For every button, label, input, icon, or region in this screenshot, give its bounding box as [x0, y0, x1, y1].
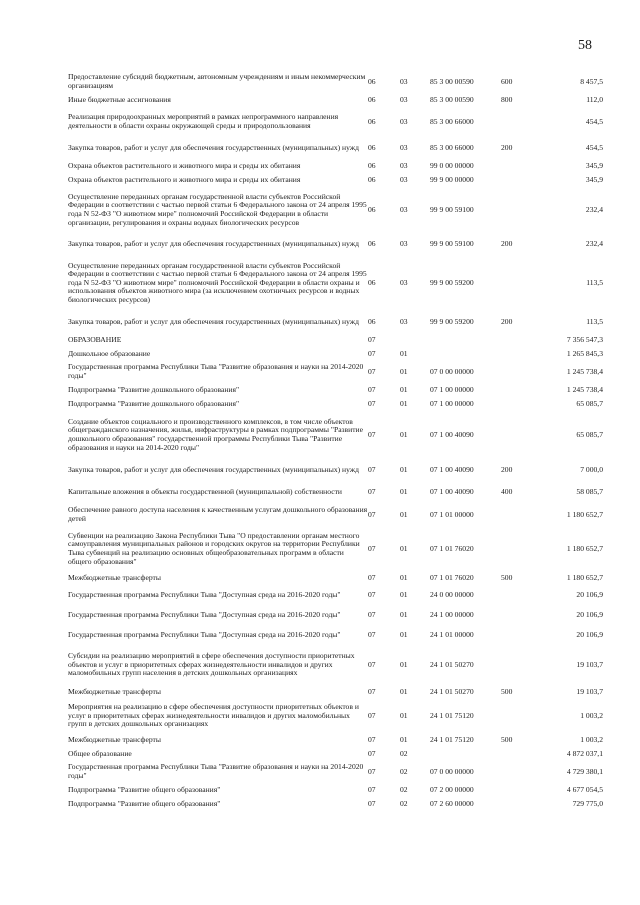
table-row [68, 138, 603, 158]
row-name: Государственная программа Республики Тыва "Развитие образования и науки на 2014-2020 годы" [68, 762, 364, 780]
table-row [68, 398, 603, 410]
row-subsection: 03 [400, 116, 408, 126]
row-target-item: 24 0 00 00000 [430, 589, 474, 599]
row-target-item: 07 0 00 00000 [430, 766, 474, 776]
row-name: Государственная программа Республики Тыва "Доступная среда на 2016-2020 годы" [68, 629, 341, 639]
row-name: Закупка товаров, работ и услуг для обеспечения государственных (муниципальных) нужд [68, 142, 359, 152]
row-name: Осуществление переданных органам государственной власти субъектов Российской Федерации в соответствии с частью первой статьи 6 Федерального закона от 24 апреля 1995 года N 52-ФЗ "О животном мире" полномочий Российской Федерации в области охраны и использования объектов животного мира (за исключением охотничьих ресурсов и водных биологических ресурсов) [68, 260, 367, 304]
row-section: 06 [368, 116, 376, 126]
row-sum: 1 180 652,7 [566, 509, 603, 519]
table-row [68, 482, 603, 502]
row-name: Закупка товаров, работ и услуг для обеспечения государственных (муниципальных) нужд [68, 464, 359, 474]
row-sum: 65 085,7 [576, 398, 603, 408]
row-sum: 20 106,9 [576, 609, 603, 619]
row-subsection: 01 [400, 659, 408, 669]
row-expense-type: 400 [501, 486, 513, 496]
row-name: Межбюджетные трансферты [68, 686, 161, 696]
table-row [68, 108, 603, 136]
row-sum: 58 085,7 [576, 486, 603, 496]
table-row [68, 784, 603, 796]
table-row [68, 256, 603, 310]
row-section: 07 [368, 486, 376, 496]
row-section: 07 [368, 464, 376, 474]
row-sum: 454,5 [585, 116, 603, 126]
page-number: 58 [578, 38, 592, 53]
row-subsection: 03 [400, 174, 408, 184]
row-name: Дошкольное образование [68, 348, 151, 358]
row-name: Охрана объектов растительного и животного мира и среды их обитания [68, 160, 301, 170]
row-sum: 20 106,9 [576, 629, 603, 639]
row-sum: 4 872 037,1 [566, 748, 603, 758]
row-sum: 20 106,9 [576, 589, 603, 599]
row-name: Межбюджетные трансферты [68, 734, 161, 744]
row-sum: 7 356 547,3 [566, 334, 603, 344]
row-sum: 345,9 [585, 174, 603, 184]
row-section: 06 [368, 238, 376, 248]
row-section: 07 [368, 686, 376, 696]
row-target-item: 99 9 00 59200 [430, 316, 474, 326]
row-section: 06 [368, 204, 376, 214]
table-row [68, 234, 603, 254]
row-sum: 232,4 [585, 204, 603, 214]
row-expense-type: 500 [501, 686, 513, 696]
row-sum: 729 775,0 [572, 798, 603, 808]
row-name: Субсидии на реализацию мероприятий в сфере обеспечения доступности приоритетных объектов и услуг в приоритетных сферах жизнедеятельности инвалидов и других маломобильных групп населения в детских дошкольных организациях [68, 651, 355, 678]
row-subsection: 02 [400, 748, 408, 758]
row-name: Субвенции на реализацию Закона Республики Тыва "О предоставлении органам местного самоуправления муниципальных районов и городских округов на территории Республики Тыва субвенций на реализацию основных общеобразовательных программ в области общего образования" [68, 530, 360, 566]
row-sum: 232,4 [585, 238, 603, 248]
row-subsection: 03 [400, 94, 408, 104]
row-sum: 19 103,7 [576, 686, 603, 696]
row-section: 06 [368, 160, 376, 170]
row-sum: 1 180 652,7 [566, 572, 603, 582]
row-name: Охрана объектов растительного и животного мира и среды их обитания [68, 174, 301, 184]
row-target-item: 07 2 60 00000 [430, 798, 474, 808]
table-row [68, 734, 603, 746]
row-target-item: 85 3 00 66000 [430, 116, 474, 126]
row-sum: 1 245 738,4 [566, 384, 603, 394]
row-target-item: 07 1 00 00000 [430, 398, 474, 408]
row-target-item: 85 3 00 00590 [430, 76, 474, 86]
table-row [68, 798, 603, 810]
row-section: 07 [368, 798, 376, 808]
table-row [68, 412, 603, 458]
row-section: 07 [368, 734, 376, 744]
table-row [68, 334, 603, 346]
row-section: 07 [368, 572, 376, 582]
row-subsection: 03 [400, 316, 408, 326]
row-sum: 8 457,5 [580, 76, 603, 86]
row-target-item: 24 1 01 50270 [430, 659, 474, 669]
row-subsection: 01 [400, 429, 408, 439]
row-subsection: 01 [400, 509, 408, 519]
table-row [68, 626, 603, 644]
row-name: Подпрограмма "Развитие дошкольного образования" [68, 398, 240, 408]
row-name: Реализация природоохранных мероприятий в рамках непрограммного направления деятельности в области охраны окружающей среды и природопользования [68, 112, 339, 130]
row-subsection: 02 [400, 784, 408, 794]
table-row [68, 528, 603, 570]
table-row [68, 686, 603, 698]
row-subsection: 01 [400, 366, 408, 376]
row-target-item: 99 9 00 59100 [430, 204, 474, 214]
table-row [68, 384, 603, 396]
row-sum: 1 265 845,3 [566, 348, 603, 358]
row-target-item: 24 1 00 00000 [430, 609, 474, 619]
row-subsection: 01 [400, 572, 408, 582]
row-target-item: 07 2 00 00000 [430, 784, 474, 794]
table-row [68, 646, 603, 684]
row-expense-type: 200 [501, 142, 513, 152]
row-name: Закупка товаров, работ и услуг для обеспечения государственных (муниципальных) нужд [68, 238, 359, 248]
row-section: 06 [368, 142, 376, 152]
row-section: 06 [368, 277, 376, 287]
row-subsection: 01 [400, 734, 408, 744]
row-name: Государственная программа Республики Тыва "Доступная среда на 2016-2020 годы" [68, 589, 341, 599]
table-row [68, 174, 603, 186]
row-section: 07 [368, 609, 376, 619]
row-section: 06 [368, 316, 376, 326]
row-sum: 1 245 738,4 [566, 366, 603, 376]
row-subsection: 01 [400, 398, 408, 408]
table-row [68, 160, 603, 172]
row-target-item: 99 9 00 00000 [430, 174, 474, 184]
row-subsection: 01 [400, 609, 408, 619]
row-sum: 1 180 652,7 [566, 543, 603, 553]
row-subsection: 03 [400, 238, 408, 248]
row-name: Подпрограмма "Развитие общего образования" [68, 798, 221, 808]
budget-table [68, 72, 603, 812]
row-target-item: 07 1 01 00000 [430, 509, 474, 519]
row-section: 07 [368, 429, 376, 439]
row-expense-type: 500 [501, 734, 513, 744]
row-subsection: 03 [400, 142, 408, 152]
row-subsection: 01 [400, 686, 408, 696]
row-sum: 113,5 [586, 277, 603, 287]
row-section: 07 [368, 509, 376, 519]
row-subsection: 01 [400, 710, 408, 720]
row-subsection: 01 [400, 589, 408, 599]
row-expense-type: 200 [501, 316, 513, 326]
row-name: Закупка товаров, работ и услуг для обеспечения государственных (муниципальных) нужд [68, 316, 359, 326]
row-sum: 4 729 380,1 [566, 766, 603, 776]
row-subsection: 01 [400, 629, 408, 639]
row-target-item: 24 1 01 75120 [430, 734, 474, 744]
row-subsection: 01 [400, 486, 408, 496]
row-expense-type: 800 [501, 94, 513, 104]
row-expense-type: 600 [501, 76, 513, 86]
row-name: Подпрограмма "Развитие дошкольного образования" [68, 384, 240, 394]
row-target-item: 07 1 00 40090 [430, 486, 474, 496]
row-section: 07 [368, 348, 376, 358]
table-row [68, 312, 603, 332]
row-target-item: 07 1 00 40090 [430, 464, 474, 474]
row-expense-type: 200 [501, 238, 513, 248]
table-row [68, 362, 603, 382]
row-subsection: 02 [400, 798, 408, 808]
row-section: 07 [368, 543, 376, 553]
row-name: Государственная программа Республики Тыва "Доступная среда на 2016-2020 годы" [68, 609, 341, 619]
row-section: 07 [368, 748, 376, 758]
row-section: 07 [368, 366, 376, 376]
row-expense-type: 500 [501, 572, 513, 582]
row-section: 07 [368, 766, 376, 776]
row-target-item: 07 1 01 76020 [430, 543, 474, 553]
row-name: Обеспечение равного доступа населения к качественным услугам дошкольного образования детей [68, 505, 368, 523]
row-target-item: 24 1 01 00000 [430, 629, 474, 639]
row-section: 07 [368, 334, 376, 344]
row-sum: 112,0 [586, 94, 603, 104]
row-target-item: 24 1 01 75120 [430, 710, 474, 720]
row-name: Осуществление переданных органам государственной власти субъектов Российской Федерации в соответствии с частью первой статьи 6 Федерального закона от 24 апреля 1995 года N 52-ФЗ "О животном мире" полномочий Российской Федерации в области организации, регулирования и охраны водных биологических ресурсов [68, 191, 367, 227]
row-subsection: 03 [400, 277, 408, 287]
row-name: Государственная программа Республики Тыва "Развитие образования и науки на 2014-2020 годы" [68, 362, 364, 380]
row-subsection: 03 [400, 76, 408, 86]
row-subsection: 01 [400, 384, 408, 394]
row-expense-type: 200 [501, 464, 513, 474]
table-row [68, 348, 603, 360]
row-name: Иные бюджетные ассигнования [68, 94, 171, 104]
row-sum: 65 085,7 [576, 429, 603, 439]
row-subsection: 01 [400, 348, 408, 358]
table-row [68, 572, 603, 584]
row-section: 07 [368, 629, 376, 639]
row-sum: 345,9 [585, 160, 603, 170]
row-sum: 113,5 [586, 316, 603, 326]
row-sum: 454,5 [585, 142, 603, 152]
row-target-item: 24 1 01 50270 [430, 686, 474, 696]
row-target-item: 99 9 00 59100 [430, 238, 474, 248]
row-name: Создание объектов социального и производственного комплексов, в том числе объектов общегражданского назначения, жилья, инфраструктуры в рамках подпрограммы "Развитие дошкольного образования" государственной программы Республики Тыва "Развитие образования и науки на 2014-2020 годы" [68, 416, 363, 452]
row-sum: 1 003,2 [580, 734, 603, 744]
table-row [68, 460, 603, 480]
table-row [68, 188, 603, 232]
table-row [68, 586, 603, 604]
table-row [68, 748, 603, 760]
row-name: Межбюджетные трансферты [68, 572, 161, 582]
row-sum: 1 003,2 [580, 710, 603, 720]
row-name: Мероприятия на реализацию в сфере обеспечения доступности приоритетных объектов и услуг в приоритетных сферах жизнедеятельности инвалидов и других маломобильных групп в детских дошкольных организациях [68, 702, 359, 729]
row-section: 06 [368, 94, 376, 104]
row-target-item: 07 1 00 00000 [430, 384, 474, 394]
row-subsection: 02 [400, 766, 408, 776]
row-sum: 7 000,0 [580, 464, 603, 474]
row-sum: 4 677 054,5 [566, 784, 603, 794]
row-section: 07 [368, 589, 376, 599]
row-section: 07 [368, 384, 376, 394]
row-target-item: 99 9 00 59200 [430, 277, 474, 287]
row-name: ОБРАЗОВАНИЕ [68, 334, 122, 344]
row-subsection: 03 [400, 204, 408, 214]
row-name: Общее образование [68, 748, 132, 758]
row-name: Капитальные вложения в объекты государственной (муниципальной) собственности [68, 486, 342, 496]
table-row [68, 72, 603, 92]
row-target-item: 85 3 00 00590 [430, 94, 474, 104]
table-row [68, 606, 603, 624]
row-section: 07 [368, 659, 376, 669]
table-row [68, 702, 603, 730]
row-sum: 19 103,7 [576, 659, 603, 669]
row-target-item: 85 3 00 66000 [430, 142, 474, 152]
row-section: 07 [368, 398, 376, 408]
table-row [68, 94, 603, 106]
row-name: Подпрограмма "Развитие общего образования" [68, 784, 221, 794]
row-section: 06 [368, 76, 376, 86]
row-subsection: 03 [400, 160, 408, 170]
row-subsection: 01 [400, 464, 408, 474]
table-row [68, 762, 603, 782]
row-target-item: 07 1 01 76020 [430, 572, 474, 582]
row-target-item: 07 1 00 40090 [430, 429, 474, 439]
row-target-item: 99 0 00 00000 [430, 160, 474, 170]
row-section: 07 [368, 710, 376, 720]
table-row [68, 504, 603, 526]
row-section: 07 [368, 784, 376, 794]
row-target-item: 07 0 00 00000 [430, 366, 474, 376]
row-subsection: 01 [400, 543, 408, 553]
row-name: Предоставление субсидий бюджетным, автономным учреждениям и иным некоммерческим организациям [68, 72, 366, 90]
row-section: 06 [368, 174, 376, 184]
